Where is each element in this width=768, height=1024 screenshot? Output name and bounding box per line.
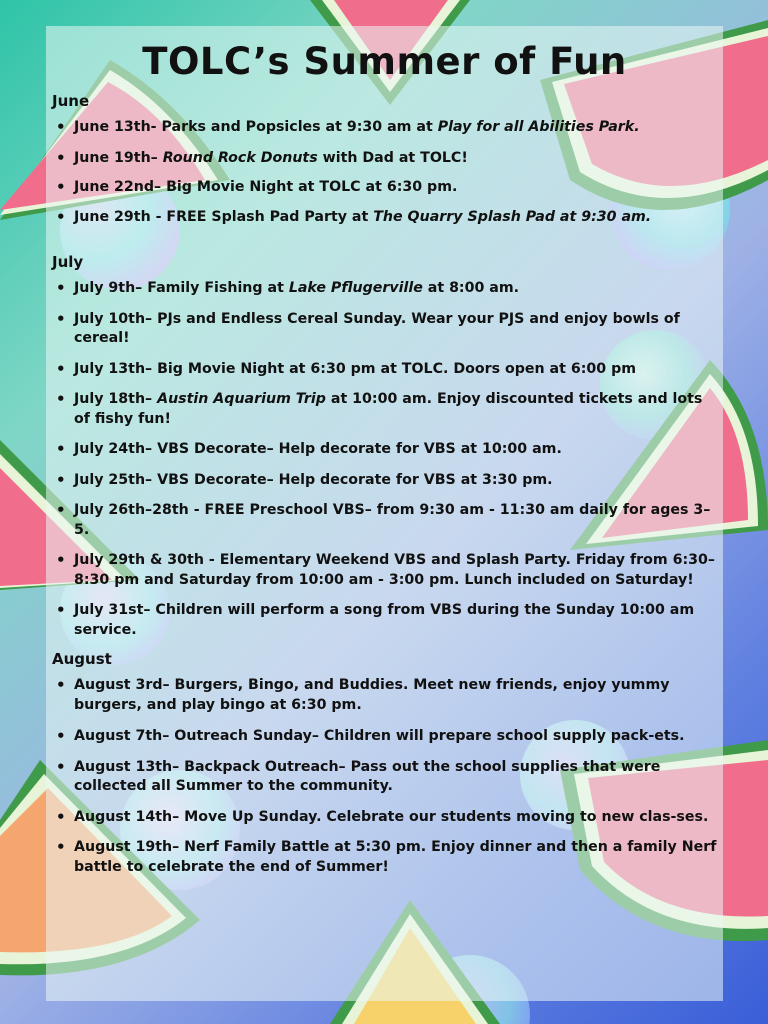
event-item [52, 676, 717, 715]
event-text: August 13th– Backpack Outreach– Pass out the school supplies that were collected all Summer to the community. [74, 758, 661, 794]
event-text: July 29th & 30th - Elementary Weekend VBS and Splash Party. Friday from 6:30–8:30 pm and Saturday from 10:00 am - 3:00 pm. Lunch included on Saturday! [74, 552, 715, 588]
event-place: Round Rock Donuts [162, 149, 318, 166]
event-text: August 19th– Nerf Family Battle at 5:30 pm. Enjoy dinner and then a family Nerf battle to celebrate the end of Summer! [74, 839, 717, 875]
event-item [52, 601, 717, 640]
section-heading-june: June [52, 92, 90, 110]
event-item [52, 808, 717, 828]
event-list [52, 118, 717, 227]
event-item [52, 471, 717, 491]
section-heading-august: August [52, 650, 112, 668]
page-title: TOLC’s Summer of Fun [142, 40, 627, 83]
event-item [52, 178, 717, 198]
event-item [52, 501, 717, 540]
event-text: August 7th– Outreach Sunday– Children will prepare school supply pack-ets. [74, 728, 685, 744]
event-item [52, 149, 717, 169]
event-text: July 10th– PJs and Endless Cereal Sunday. Wear your PJS and enjoy bowls of cereal! [74, 310, 680, 346]
event-item [52, 390, 717, 429]
event-item [52, 310, 717, 349]
event-text-tail: at 10:00 am. Enjoy discounted tickets and lots of fishy fun! [74, 391, 703, 427]
event-list [52, 279, 717, 640]
event-item [52, 551, 717, 590]
event-item [52, 118, 717, 138]
event-text: June 22nd– Big Movie Night at TOLC at 6:30 pm. [74, 179, 458, 195]
event-place: Play for all Abilities Park. [437, 119, 640, 135]
section-heading-july: July [52, 253, 84, 271]
event-text: July 24th– VBS Decorate– Help decorate for VBS at 10:00 am. [74, 441, 562, 457]
event-text: June 19th– [74, 149, 163, 166]
event-item [52, 758, 717, 797]
event-place: Lake Pflugerville [288, 280, 423, 296]
schedule-panel [46, 26, 723, 1001]
event-text: July 26th–28th - FREE Preschool VBS– from 9:30 am - 11:30 am daily for ages 3–5. [74, 502, 711, 538]
event-text-tail: with Dad at TOLC! [317, 149, 468, 166]
event-item [52, 208, 717, 228]
event-text-tail: at 8:00 am. [422, 280, 520, 296]
event-text: August 14th– Move Up Sunday. Celebrate our students moving to new clas-ses. [74, 808, 709, 825]
event-text: June 29th - FREE Splash Pad Party at [74, 208, 374, 225]
event-item [52, 727, 717, 747]
event-text: June 13th- Parks and Popsicles at 9:30 am at [74, 119, 438, 135]
event-place: Austin Aquarium Trip [157, 391, 326, 407]
schedule-sections [52, 92, 717, 877]
event-text: July 18th– [74, 391, 158, 407]
event-text: July 25th– VBS Decorate– Help decorate for VBS at 3:30 pm. [74, 471, 553, 488]
event-item [52, 838, 717, 877]
event-item [52, 279, 717, 299]
event-list [52, 676, 717, 877]
event-text: July 9th– Family Fishing at [74, 280, 289, 296]
event-place: The Quarry Splash Pad at 9:30 am. [373, 208, 652, 225]
event-text: July 31st– Children will perform a song from VBS during the Sunday 10:00 am service. [74, 602, 695, 638]
event-text: August 3rd– Burgers, Bingo, and Buddies. Meet new friends, enjoy yummy burgers, and play bingo at 6:30 pm. [74, 677, 670, 713]
event-item [52, 360, 717, 380]
event-text: July 13th– Big Movie Night at 6:30 pm at TOLC. Doors open at 6:00 pm [74, 360, 637, 377]
event-item [52, 440, 717, 460]
